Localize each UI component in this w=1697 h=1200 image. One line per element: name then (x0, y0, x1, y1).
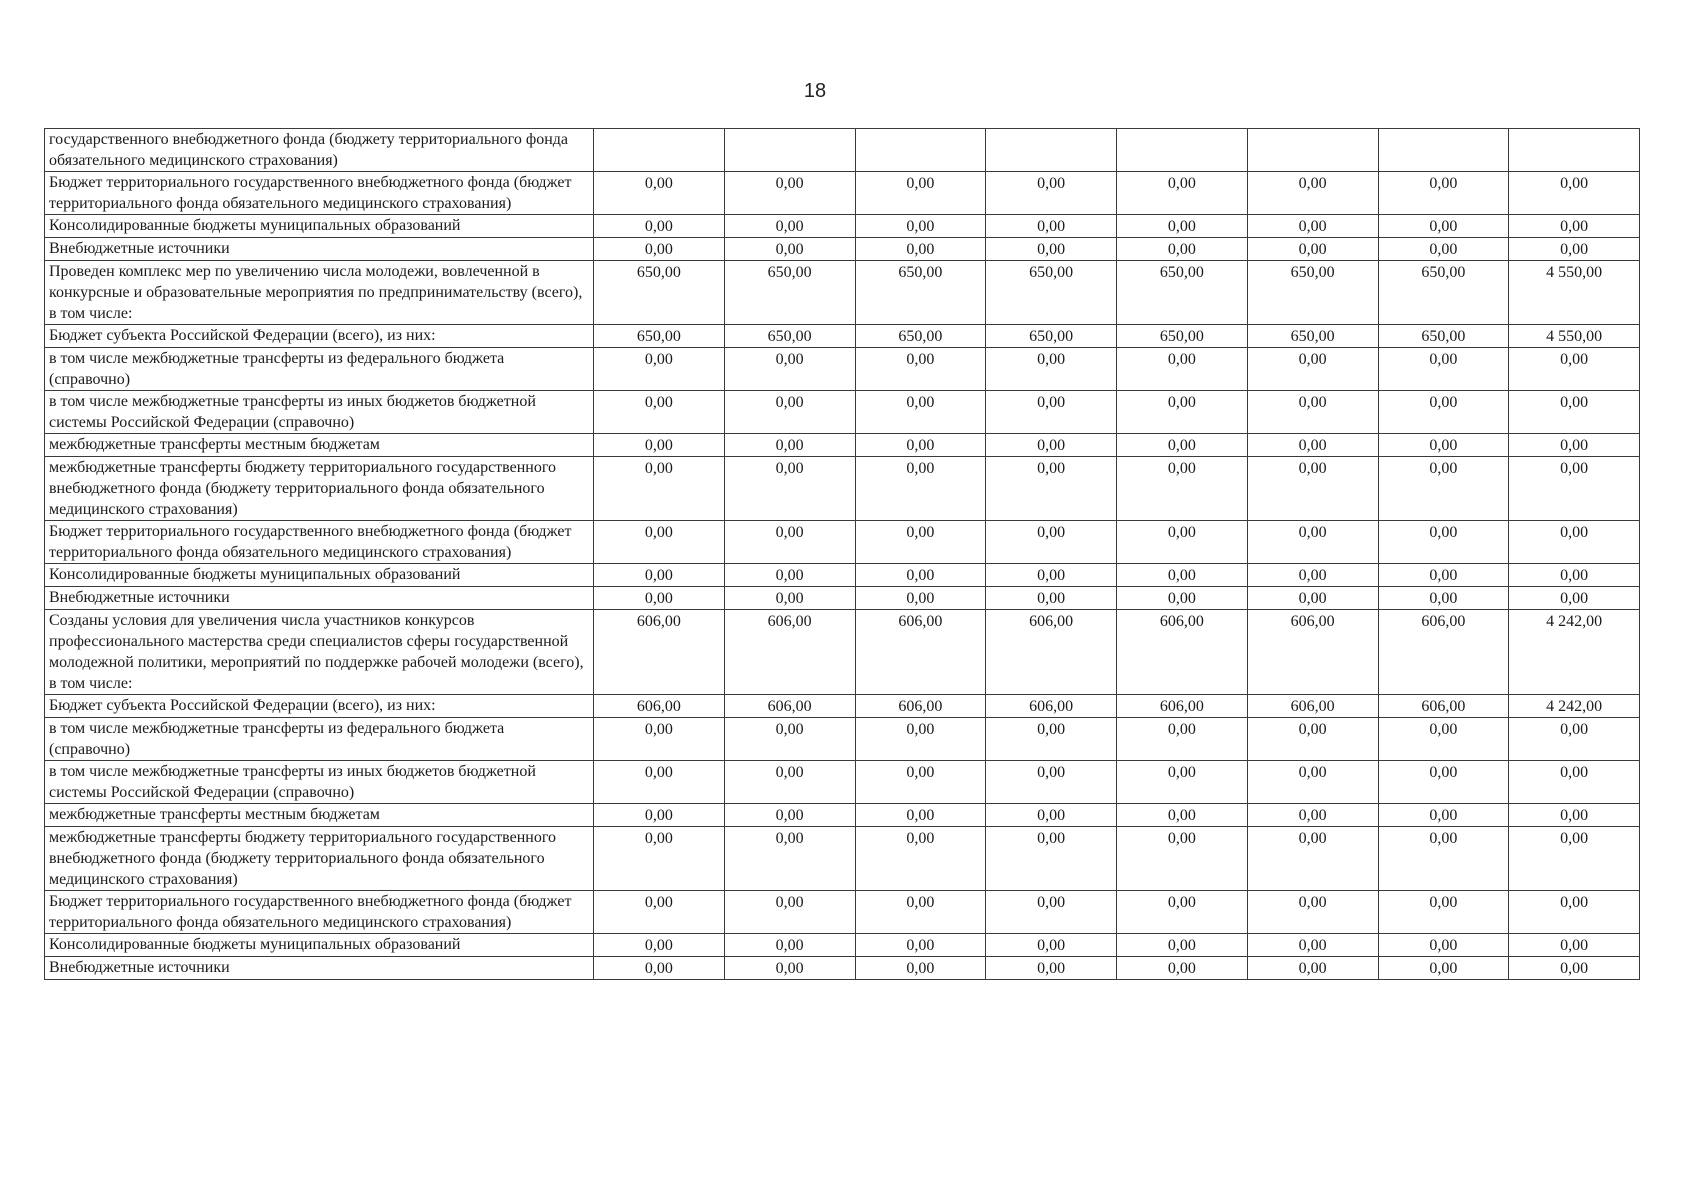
row-label: Бюджет субъекта Российской Федерации (всего), из них: (45, 325, 594, 348)
table-row (45, 129, 1640, 172)
table-row (45, 957, 1640, 980)
value-cell: 606,00 (1247, 695, 1378, 718)
value-cell: 0,00 (1117, 891, 1248, 934)
row-label: Проведен комплекс мер по увеличению числа молодежи, вовлеченной в конкурсные и образовательные мероприятия по предпринимательству (всего), в том числе: (45, 261, 594, 325)
value-cell: 0,00 (986, 215, 1117, 238)
row-label: Внебюджетные источники (45, 587, 594, 610)
table-row (45, 934, 1640, 957)
value-cell: 0,00 (855, 457, 986, 521)
total-cell: 0,00 (1509, 804, 1640, 827)
table-row (45, 827, 1640, 891)
value-cell: 0,00 (986, 934, 1117, 957)
row-label: Внебюджетные источники (45, 957, 594, 980)
value-cell (855, 129, 986, 172)
total-cell: 0,00 (1509, 457, 1640, 521)
value-cell: 650,00 (594, 325, 725, 348)
value-cell: 0,00 (855, 587, 986, 610)
value-cell: 0,00 (855, 891, 986, 934)
value-cell: 0,00 (1247, 215, 1378, 238)
row-label: Консолидированные бюджеты муниципальных образований (45, 215, 594, 238)
value-cell: 0,00 (1247, 348, 1378, 391)
value-cell: 0,00 (1378, 348, 1509, 391)
value-cell: 0,00 (855, 215, 986, 238)
row-label: Внебюджетные источники (45, 238, 594, 261)
value-cell: 0,00 (594, 761, 725, 804)
value-cell: 0,00 (594, 457, 725, 521)
value-cell: 0,00 (1378, 957, 1509, 980)
total-cell: 0,00 (1509, 521, 1640, 564)
row-label: Бюджет территориального государственного внебюджетного фонда (бюджет территориального фонда обязательного медицинского страхования) (45, 521, 594, 564)
value-cell: 0,00 (855, 718, 986, 761)
row-label: Консолидированные бюджеты муниципальных образований (45, 934, 594, 957)
total-cell: 4 242,00 (1509, 610, 1640, 695)
total-cell: 0,00 (1509, 348, 1640, 391)
value-cell: 650,00 (1117, 325, 1248, 348)
value-cell: 650,00 (1378, 325, 1509, 348)
value-cell: 0,00 (1378, 891, 1509, 934)
value-cell: 0,00 (594, 804, 725, 827)
value-cell: 0,00 (594, 348, 725, 391)
value-cell: 0,00 (1117, 957, 1248, 980)
value-cell: 0,00 (855, 804, 986, 827)
value-cell: 0,00 (594, 934, 725, 957)
table-row (45, 695, 1640, 718)
value-cell: 0,00 (855, 827, 986, 891)
table-row (45, 215, 1640, 238)
value-cell: 0,00 (724, 348, 855, 391)
row-label: межбюджетные трансферты бюджету территориального государственного внебюджетного фонда (бюджету территориального фонда обязательного медицинского страхования) (45, 827, 594, 891)
value-cell: 0,00 (594, 172, 725, 215)
value-cell: 0,00 (986, 521, 1117, 564)
value-cell: 0,00 (1378, 172, 1509, 215)
value-cell: 0,00 (1117, 587, 1248, 610)
value-cell: 606,00 (594, 610, 725, 695)
value-cell (724, 129, 855, 172)
value-cell: 650,00 (1117, 261, 1248, 325)
value-cell: 0,00 (1378, 587, 1509, 610)
value-cell: 0,00 (1117, 215, 1248, 238)
total-cell: 0,00 (1509, 827, 1640, 891)
value-cell: 650,00 (855, 261, 986, 325)
value-cell: 0,00 (1247, 391, 1378, 434)
value-cell: 0,00 (855, 761, 986, 804)
value-cell: 0,00 (1117, 827, 1248, 891)
value-cell: 0,00 (1378, 215, 1509, 238)
value-cell: 0,00 (724, 957, 855, 980)
table-row (45, 587, 1640, 610)
value-cell: 0,00 (724, 804, 855, 827)
value-cell: 0,00 (594, 434, 725, 457)
total-cell (1509, 129, 1640, 172)
value-cell: 0,00 (1247, 587, 1378, 610)
value-cell: 650,00 (1378, 261, 1509, 325)
value-cell: 0,00 (1247, 934, 1378, 957)
value-cell: 606,00 (986, 695, 1117, 718)
value-cell: 606,00 (1247, 610, 1378, 695)
value-cell (1247, 129, 1378, 172)
table-row (45, 172, 1640, 215)
table-row (45, 718, 1640, 761)
total-cell: 4 550,00 (1509, 325, 1640, 348)
value-cell: 0,00 (724, 457, 855, 521)
total-cell: 0,00 (1509, 718, 1640, 761)
total-cell: 0,00 (1509, 587, 1640, 610)
table-row (45, 434, 1640, 457)
value-cell: 0,00 (594, 521, 725, 564)
value-cell: 0,00 (1378, 804, 1509, 827)
value-cell: 0,00 (724, 718, 855, 761)
table-body (45, 129, 1640, 980)
value-cell: 0,00 (1117, 718, 1248, 761)
value-cell: 650,00 (986, 325, 1117, 348)
table-row (45, 610, 1640, 695)
value-cell: 606,00 (1117, 695, 1248, 718)
value-cell: 0,00 (594, 718, 725, 761)
value-cell: 0,00 (855, 521, 986, 564)
row-label: Бюджет субъекта Российской Федерации (всего), из них: (45, 695, 594, 718)
value-cell: 0,00 (986, 761, 1117, 804)
value-cell (986, 129, 1117, 172)
value-cell: 0,00 (724, 215, 855, 238)
value-cell: 0,00 (1117, 172, 1248, 215)
value-cell (1378, 129, 1509, 172)
value-cell: 0,00 (724, 934, 855, 957)
value-cell: 650,00 (1247, 261, 1378, 325)
total-cell: 0,00 (1509, 434, 1640, 457)
value-cell: 0,00 (594, 215, 725, 238)
value-cell: 0,00 (724, 391, 855, 434)
value-cell: 0,00 (724, 434, 855, 457)
total-cell: 0,00 (1509, 564, 1640, 587)
value-cell: 0,00 (1117, 434, 1248, 457)
value-cell: 0,00 (1378, 238, 1509, 261)
value-cell: 606,00 (1378, 610, 1509, 695)
value-cell: 0,00 (1378, 761, 1509, 804)
value-cell: 0,00 (855, 564, 986, 587)
table-row (45, 761, 1640, 804)
table-row (45, 804, 1640, 827)
table-row (45, 521, 1640, 564)
total-cell: 0,00 (1509, 761, 1640, 804)
value-cell: 650,00 (724, 325, 855, 348)
value-cell: 0,00 (724, 891, 855, 934)
row-label: межбюджетные трансферты местным бюджетам (45, 804, 594, 827)
table-row (45, 457, 1640, 521)
total-cell: 0,00 (1509, 957, 1640, 980)
value-cell: 0,00 (724, 761, 855, 804)
table-row (45, 564, 1640, 587)
value-cell: 0,00 (1247, 804, 1378, 827)
value-cell: 0,00 (986, 957, 1117, 980)
value-cell: 0,00 (986, 827, 1117, 891)
value-cell: 0,00 (986, 804, 1117, 827)
table-row (45, 891, 1640, 934)
table-row (45, 238, 1640, 261)
value-cell: 0,00 (1247, 957, 1378, 980)
value-cell: 0,00 (1117, 348, 1248, 391)
value-cell: 0,00 (986, 391, 1117, 434)
value-cell: 0,00 (724, 238, 855, 261)
value-cell: 0,00 (1117, 238, 1248, 261)
value-cell: 0,00 (855, 391, 986, 434)
value-cell: 0,00 (986, 587, 1117, 610)
value-cell: 0,00 (594, 957, 725, 980)
value-cell: 606,00 (855, 610, 986, 695)
table-row (45, 391, 1640, 434)
total-cell: 0,00 (1509, 172, 1640, 215)
value-cell: 0,00 (986, 172, 1117, 215)
value-cell: 0,00 (1378, 391, 1509, 434)
total-cell: 0,00 (1509, 891, 1640, 934)
value-cell: 0,00 (986, 564, 1117, 587)
value-cell: 650,00 (1247, 325, 1378, 348)
value-cell: 0,00 (855, 957, 986, 980)
value-cell: 0,00 (855, 434, 986, 457)
value-cell: 0,00 (1247, 434, 1378, 457)
table-row (45, 348, 1640, 391)
value-cell: 606,00 (986, 610, 1117, 695)
value-cell: 0,00 (1247, 827, 1378, 891)
value-cell: 0,00 (594, 827, 725, 891)
row-label: межбюджетные трансферты местным бюджетам (45, 434, 594, 457)
value-cell: 0,00 (1247, 564, 1378, 587)
value-cell: 0,00 (986, 434, 1117, 457)
value-cell: 0,00 (1117, 391, 1248, 434)
row-label: межбюджетные трансферты бюджету территориального государственного внебюджетного фонда (бюджету территориального фонда обязательного медицинского страхования) (45, 457, 594, 521)
value-cell (594, 129, 725, 172)
value-cell: 650,00 (594, 261, 725, 325)
value-cell: 0,00 (1378, 718, 1509, 761)
value-cell: 0,00 (855, 172, 986, 215)
value-cell: 0,00 (724, 564, 855, 587)
total-cell: 0,00 (1509, 934, 1640, 957)
value-cell: 650,00 (724, 261, 855, 325)
table-row (45, 261, 1640, 325)
value-cell: 0,00 (1378, 521, 1509, 564)
total-cell: 4 242,00 (1509, 695, 1640, 718)
value-cell: 0,00 (1247, 457, 1378, 521)
value-cell: 0,00 (1117, 564, 1248, 587)
value-cell: 606,00 (1117, 610, 1248, 695)
page-number: 18 (803, 80, 827, 102)
value-cell: 0,00 (855, 238, 986, 261)
row-label: Бюджет территориального государственного внебюджетного фонда (бюджет территориального фонда обязательного медицинского страхования) (45, 891, 594, 934)
value-cell: 0,00 (1247, 172, 1378, 215)
row-label: в том числе межбюджетные трансферты из федерального бюджета (справочно) (45, 348, 594, 391)
total-cell: 0,00 (1509, 215, 1640, 238)
value-cell: 0,00 (986, 348, 1117, 391)
value-cell: 0,00 (724, 521, 855, 564)
value-cell: 0,00 (724, 587, 855, 610)
value-cell: 0,00 (1247, 761, 1378, 804)
value-cell: 0,00 (1247, 718, 1378, 761)
value-cell: 0,00 (1117, 934, 1248, 957)
value-cell: 606,00 (1378, 695, 1509, 718)
table-row (45, 325, 1640, 348)
value-cell: 0,00 (1117, 457, 1248, 521)
total-cell: 0,00 (1509, 238, 1640, 261)
row-label: Бюджет территориального государственного внебюджетного фонда (бюджет территориального фонда обязательного медицинского страхования) (45, 172, 594, 215)
value-cell: 0,00 (855, 348, 986, 391)
value-cell: 0,00 (724, 172, 855, 215)
value-cell: 0,00 (1378, 934, 1509, 957)
value-cell: 0,00 (594, 391, 725, 434)
value-cell: 0,00 (594, 891, 725, 934)
value-cell: 606,00 (724, 695, 855, 718)
value-cell: 650,00 (855, 325, 986, 348)
value-cell: 0,00 (1378, 457, 1509, 521)
total-cell: 4 550,00 (1509, 261, 1640, 325)
row-label: в том числе межбюджетные трансферты из иных бюджетов бюджетной системы Российской Федерации (справочно) (45, 761, 594, 804)
row-label: в том числе межбюджетные трансферты из иных бюджетов бюджетной системы Российской Федерации (справочно) (45, 391, 594, 434)
value-cell: 0,00 (594, 238, 725, 261)
value-cell: 0,00 (594, 587, 725, 610)
budget-table (44, 128, 1640, 980)
total-cell: 0,00 (1509, 391, 1640, 434)
value-cell: 0,00 (986, 457, 1117, 521)
value-cell: 0,00 (1247, 238, 1378, 261)
value-cell: 606,00 (594, 695, 725, 718)
value-cell: 0,00 (855, 934, 986, 957)
value-cell: 0,00 (1117, 804, 1248, 827)
row-label: в том числе межбюджетные трансферты из федерального бюджета (справочно) (45, 718, 594, 761)
value-cell: 0,00 (1378, 564, 1509, 587)
value-cell: 0,00 (1247, 521, 1378, 564)
value-cell: 0,00 (986, 891, 1117, 934)
row-label: Консолидированные бюджеты муниципальных образований (45, 564, 594, 587)
value-cell: 0,00 (1117, 521, 1248, 564)
value-cell: 650,00 (986, 261, 1117, 325)
value-cell (1117, 129, 1248, 172)
value-cell: 0,00 (594, 564, 725, 587)
value-cell: 606,00 (724, 610, 855, 695)
value-cell: 0,00 (724, 827, 855, 891)
value-cell: 0,00 (1378, 434, 1509, 457)
value-cell: 0,00 (1378, 827, 1509, 891)
value-cell: 0,00 (1117, 761, 1248, 804)
value-cell: 0,00 (1247, 891, 1378, 934)
value-cell: 0,00 (986, 718, 1117, 761)
row-label: Созданы условия для увеличения числа участников конкурсов профессионального мастерства среди специалистов сферы государственной молодежной политики, мероприятий по поддержке рабочей молодежи (всего), в том числе: (45, 610, 594, 695)
row-label: государственного внебюджетного фонда (бюджету территориального фонда обязательного медицинского страхования) (45, 129, 594, 172)
value-cell: 606,00 (855, 695, 986, 718)
value-cell: 0,00 (986, 238, 1117, 261)
